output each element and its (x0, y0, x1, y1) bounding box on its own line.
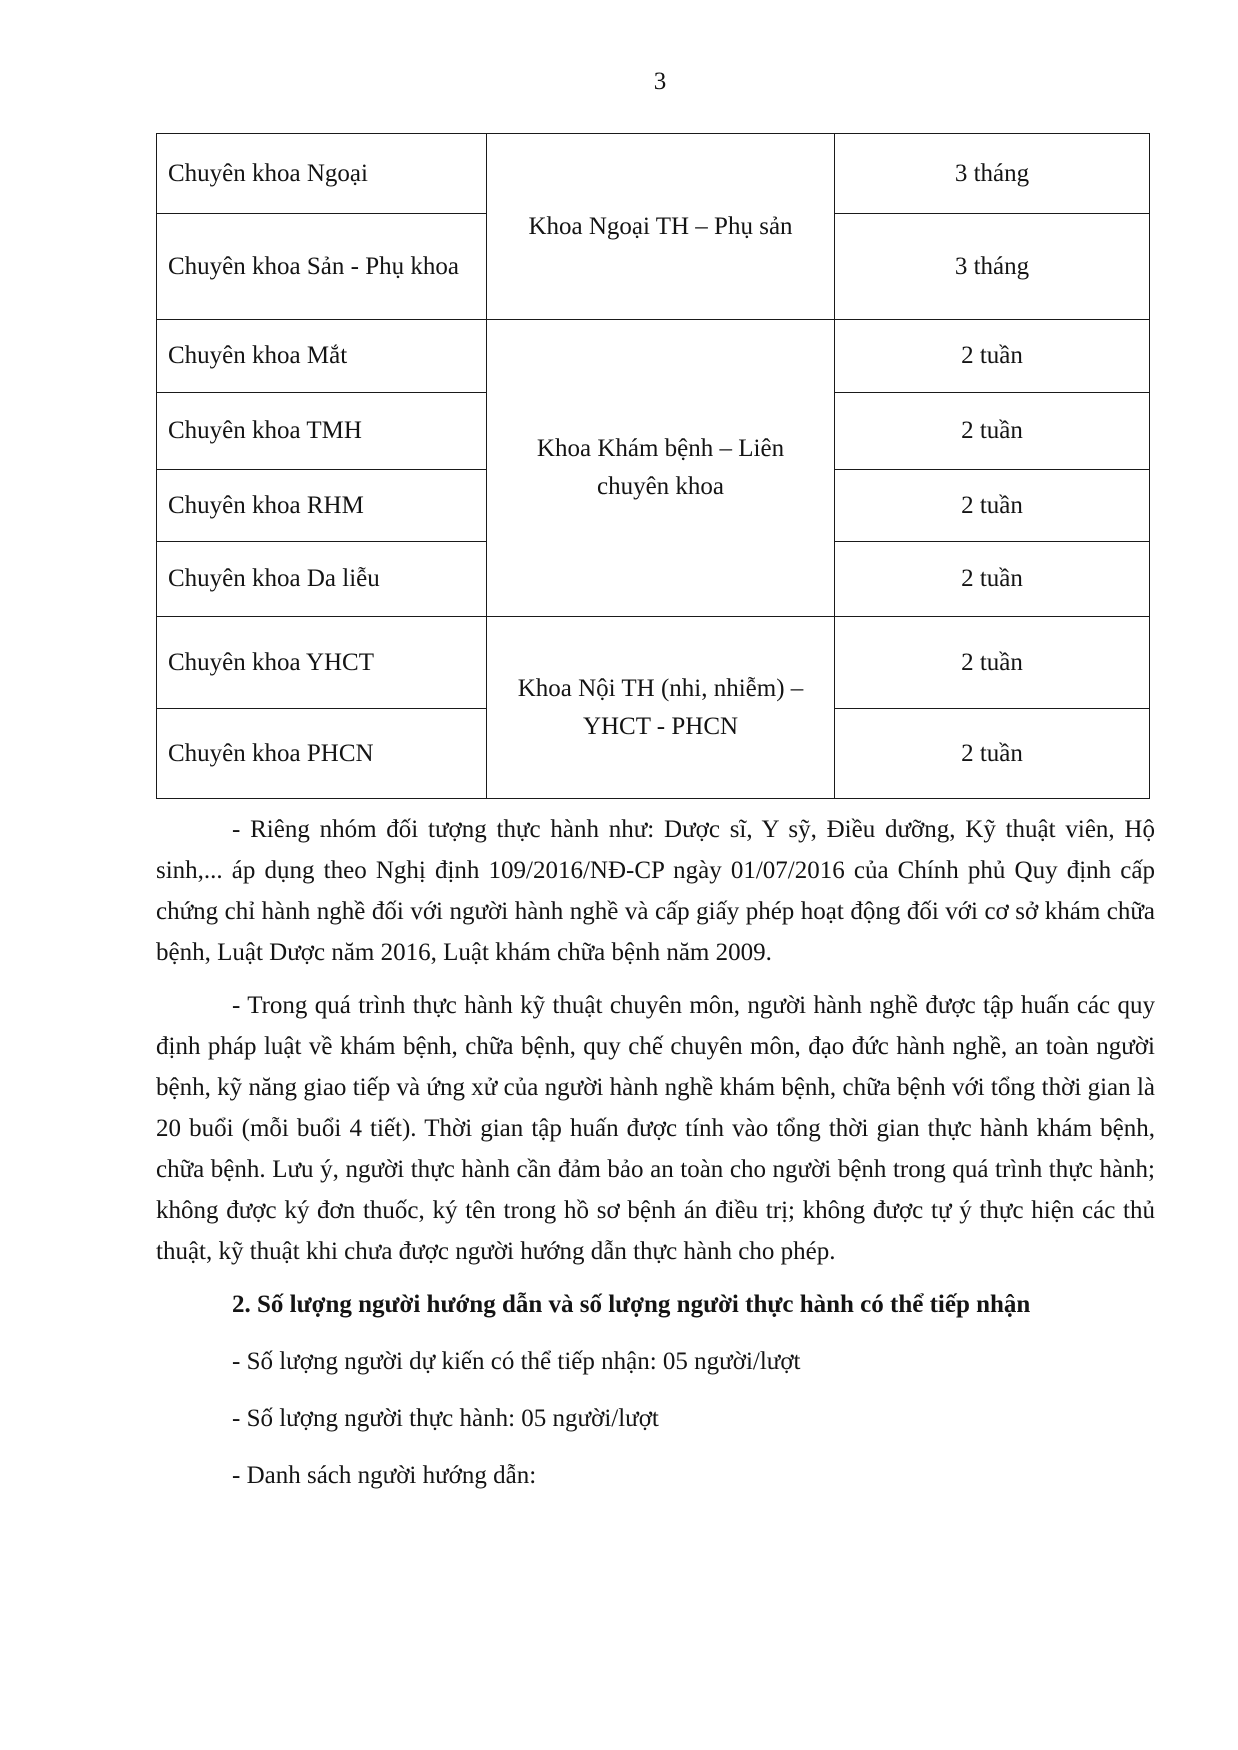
specialty-cell: Chuyên khoa Mắt (157, 320, 487, 393)
section-heading: 2. Số lượng người hướng dẫn và số lượng người thực hành có thể tiếp nhận (232, 1291, 1031, 1318)
list-item: - Số lượng người dự kiến có thể tiếp nhận: 05 người/lượt (232, 1348, 801, 1375)
body-text (156, 809, 1155, 1496)
duration-cell: 2 tuần (835, 393, 1150, 470)
duration-cell: 2 tuần (835, 542, 1150, 617)
specialty-cell: Chuyên khoa RHM (157, 470, 487, 542)
specialty-cell: Chuyên khoa Ngoại (157, 134, 487, 214)
department-cell: Khoa Khám bệnh – Liên chuyên khoa (487, 320, 835, 617)
duration-cell: 2 tuần (835, 320, 1150, 393)
duration-cell: 2 tuần (835, 617, 1150, 709)
specialty-cell: Chuyên khoa TMH (157, 393, 487, 470)
specialty-cell: Chuyên khoa YHCT (157, 617, 487, 709)
specialty-cell: Chuyên khoa Sản - Phụ khoa (157, 214, 487, 320)
table-row (157, 320, 1150, 393)
paragraph: - Trong quá trình thực hành kỹ thuật chuyên môn, người hành nghề được tập huấn các quy định pháp luật về khám bệnh, chữa bệnh, quy chế chuyên môn, đạo đức hành nghề, an toàn người bệnh, kỹ năng giao tiếp và ứng xử của người hành nghề khám bệnh, chữa bệnh với tổng thời gian là 20 buổi (mỗi buổi 4 tiết). Thời gian tập huấn được tính vào tổng thời gian thực hành khám bệnh, chữa bệnh. Lưu ý, người thực hành cần đảm bảo an toàn cho người bệnh trong quá trình thực hành; không được ký đơn thuốc, ký tên trong hồ sơ bệnh án điều trị; không được tự ý thực hiện các thủ thuật, kỹ thuật khi chưa được người hướng dẫn thực hành cho phép. (156, 992, 1155, 1265)
table-row (157, 134, 1150, 214)
department-cell: Khoa Nội TH (nhi, nhiễm) – YHCT - PHCN (487, 617, 835, 799)
duration-cell: 3 tháng (835, 134, 1150, 214)
list-item: - Danh sách người hướng dẫn: (232, 1462, 537, 1489)
page-number: 3 (653, 68, 667, 95)
duration-cell: 3 tháng (835, 214, 1150, 320)
specialty-cell: Chuyên khoa PHCN (157, 709, 487, 799)
list-item: - Số lượng người thực hành: 05 người/lượt (232, 1405, 659, 1432)
duration-cell: 2 tuần (835, 470, 1150, 542)
table-row (157, 617, 1150, 709)
specialty-cell: Chuyên khoa Da liễu (157, 542, 487, 617)
department-cell: Khoa Ngoại TH – Phụ sản (487, 134, 835, 320)
duration-cell: 2 tuần (835, 709, 1150, 799)
training-schedule-table (156, 133, 1150, 799)
paragraph: - Riêng nhóm đối tượng thực hành như: Dược sĩ, Y sỹ, Điều dưỡng, Kỹ thuật viên, Hộ sinh,... áp dụng theo Nghị định 109/2016/NĐ-CP ngày 01/07/2016 của Chính phủ Quy định cấp chứng chỉ hành nghề đối với người hành nghề và cấp giấy phép hoạt động đối với cơ sở khám chữa bệnh, Luật Dược năm 2016, Luật khám chữa bệnh năm 2009. (156, 816, 1155, 966)
